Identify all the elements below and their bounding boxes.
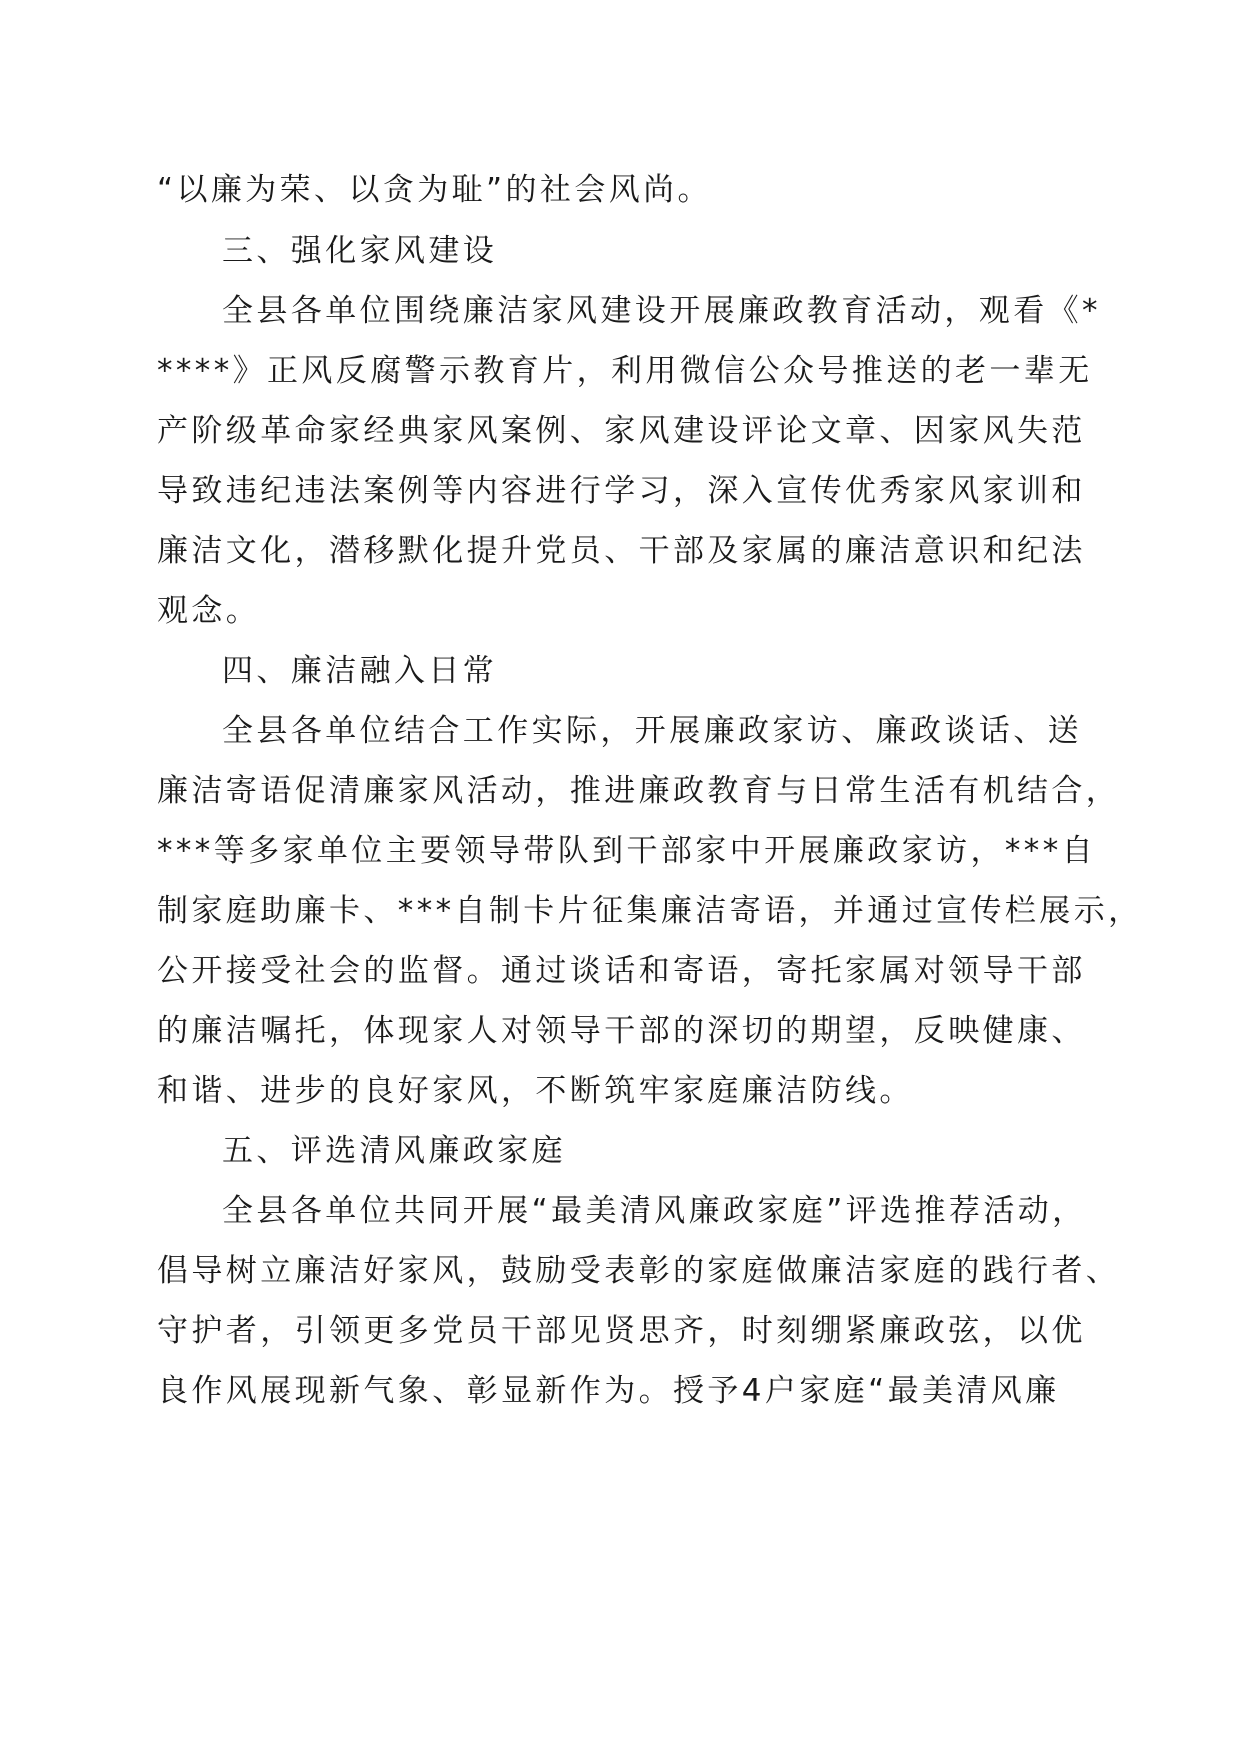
paragraph-line: ****》正风反腐警示教育片，利用微信公众号推送的老一辈无 [157, 353, 1093, 389]
paragraph-line: 制家庭助廉卡、***自制卡片征集廉洁寄语，并通过宣传栏展示， [157, 893, 1143, 929]
paragraph-line: 良作风展现新气象、彰显新作为。授予4户家庭“最美清风廉 [157, 1373, 1060, 1409]
section-heading-5: 五、评选清风廉政家庭 [222, 1133, 566, 1169]
paragraph-line: 和谐、进步的良好家风，不断筑牢家庭廉洁防线。 [157, 1073, 914, 1109]
paragraph-line: ***等多家单位主要领导带队到干部家中开展廉政家访，***自 [157, 833, 1096, 869]
section-heading-3: 三、强化家风建设 [222, 233, 498, 269]
paragraph-line: 全县各单位共同开展“最美清风廉政家庭”评选推荐活动， [222, 1193, 1087, 1229]
paragraph-line: 全县各单位围绕廉洁家风建设开展廉政教育活动，观看《* [222, 293, 1101, 329]
paragraph-line: 产阶级革命家经典家风案例、家风建设评论文章、因家风失范 [157, 413, 1086, 449]
paragraph-line: 观念。 [157, 593, 261, 629]
section-heading-4: 四、廉洁融入日常 [222, 653, 498, 689]
paragraph-line: 公开接受社会的监督。通过谈话和寄语，寄托家属对领导干部 [157, 953, 1086, 989]
text-line-continuation: “以廉为荣、以贪为耻”的社会风尚。 [157, 172, 712, 208]
paragraph-line: 倡导树立廉洁好家风，鼓励受表彰的家庭做廉洁家庭的践行者、 [157, 1253, 1121, 1289]
paragraph-line: 廉洁寄语促清廉家风活动，推进廉政教育与日常生活有机结合， [157, 773, 1121, 809]
paragraph-line: 守护者，引领更多党员干部见贤思齐，时刻绷紧廉政弦，以优 [157, 1313, 1086, 1349]
paragraph-line: 的廉洁嘱托，体现家人对领导干部的深切的期望，反映健康、 [157, 1013, 1086, 1049]
paragraph-line: 廉洁文化，潜移默化提升党员、干部及家属的廉洁意识和纪法 [157, 533, 1086, 569]
paragraph-line: 导致违纪违法案例等内容进行学习，深入宣传优秀家风家训和 [157, 473, 1086, 509]
paragraph-line: 全县各单位结合工作实际，开展廉政家访、廉政谈话、送 [222, 713, 1082, 749]
